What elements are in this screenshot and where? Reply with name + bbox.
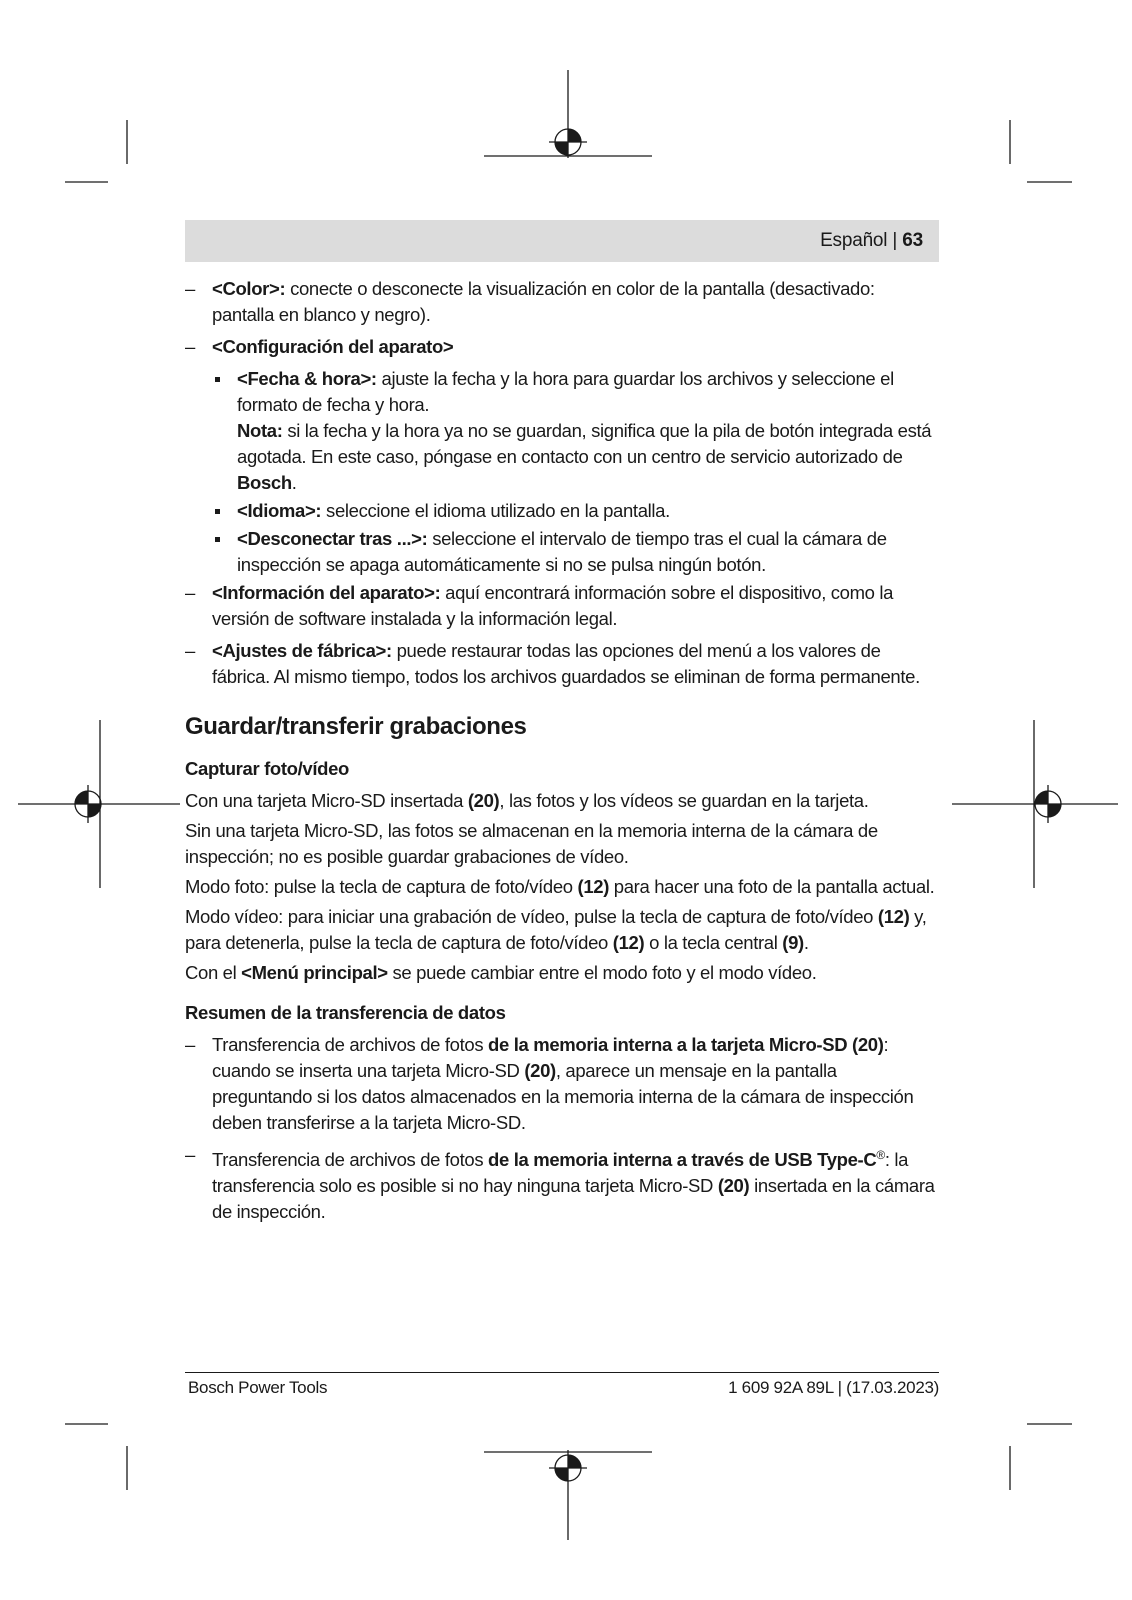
text: Con el bbox=[185, 962, 242, 983]
text: : cuando se inserta una tarjeta Micro-SD bbox=[212, 1034, 889, 1081]
section-title: Guardar/transferir grabaciones bbox=[185, 713, 527, 740]
subsection-title-resumen: Resumen de la transferencia de datos bbox=[185, 1002, 506, 1023]
ref: (12) bbox=[577, 876, 610, 897]
bold-text: de la memoria interna a la tarjeta Micro-SD (20) bbox=[488, 1034, 884, 1055]
ref: (12) bbox=[877, 906, 910, 927]
subsection-title-capturar: Capturar foto/vídeo bbox=[185, 758, 349, 779]
item-text: puede restaurar todas las opciones del menú a los valores de fábrica. Al mismo tiempo, todos los archivos guardados se eliminan de forma permanente. bbox=[212, 640, 920, 687]
sublist-item-desconectar bbox=[185, 526, 939, 578]
item-label: <Información del aparato>: bbox=[212, 582, 441, 603]
text: Con una tarjeta Micro-SD insertada bbox=[185, 790, 468, 811]
bold-text: de la memoria interna a través de USB Type-C bbox=[488, 1149, 877, 1171]
item-label: <Color>: bbox=[212, 278, 286, 299]
list-item-configuracion bbox=[185, 334, 939, 360]
item-label: <Configuración del aparato> bbox=[212, 336, 454, 357]
paragraph bbox=[185, 874, 939, 900]
text: Modo vídeo: para iniciar una grabación de vídeo, pulse la tecla de captura de foto/vídeo bbox=[185, 906, 878, 927]
footer-divider bbox=[185, 1372, 939, 1373]
list-item-transfer-usb bbox=[185, 1142, 939, 1225]
text: o la tecla central bbox=[644, 932, 783, 953]
paragraph bbox=[185, 904, 939, 956]
item-text: conecte o desconecte la visualización en color de la pantalla (desactivado: pantalla en blanco y negro). bbox=[212, 278, 875, 325]
paragraph: Sin una tarjeta Micro-SD, las fotos se almacenan en la memoria interna de la cámara de inspección; no es posible guardar grabaciones de vídeo. bbox=[185, 820, 878, 867]
registered-mark: ® bbox=[876, 1148, 885, 1162]
note bbox=[237, 418, 939, 496]
text: y, para detenerla, pulse la tecla de captura de foto/vídeo bbox=[185, 906, 927, 953]
item-text: aquí encontrará información sobre el dispositivo, como la versión de software instalada y la información legal. bbox=[212, 582, 894, 629]
text: Transferencia de archivos de fotos bbox=[212, 1034, 489, 1055]
item-label: <Idioma>: bbox=[237, 500, 322, 521]
paragraph bbox=[185, 788, 939, 814]
ref: (20) bbox=[524, 1060, 556, 1081]
text: , las fotos y los vídeos se guardan en la tarjeta. bbox=[499, 790, 869, 811]
item-label: <Fecha & hora>: bbox=[237, 368, 377, 389]
text: . bbox=[803, 932, 809, 953]
page-number: 63 bbox=[902, 230, 923, 251]
list-item-ajustes bbox=[185, 638, 939, 690]
menu-name: <Menú principal> bbox=[241, 962, 388, 983]
text: , aparece un mensaje en la pantalla preguntando si los datos almacenados en la memoria interna de la cámara de inspección deben transferirse a la tarjeta Micro-SD. bbox=[212, 1060, 914, 1133]
note-end: . bbox=[291, 472, 297, 493]
ref: (20) bbox=[717, 1175, 750, 1197]
item-text: seleccione el idioma utilizado en la pantalla. bbox=[321, 500, 670, 521]
item-text: seleccione el intervalo de tiempo tras el cual la cámara de inspección se apaga automáticamente si no se pulsa ningún botón. bbox=[237, 528, 887, 575]
list-item-color bbox=[185, 276, 939, 328]
brand-name: Bosch bbox=[237, 472, 292, 493]
ref: (12) bbox=[612, 932, 645, 953]
text: Modo foto: pulse la tecla de captura de foto/vídeo bbox=[185, 876, 578, 897]
header-language: Español bbox=[820, 230, 888, 251]
note-label: Nota: bbox=[237, 420, 283, 441]
ref: (20) bbox=[467, 790, 500, 811]
item-label: <Ajustes de fábrica>: bbox=[212, 640, 392, 661]
page-content bbox=[185, 276, 939, 1231]
text: : la transferencia solo es posible si no hay ninguna tarjeta Micro-SD bbox=[212, 1149, 909, 1197]
item-label: <Desconectar tras ...>: bbox=[237, 528, 428, 549]
text: se puede cambiar entre el modo foto y el modo vídeo. bbox=[387, 962, 817, 983]
ref: (9) bbox=[782, 932, 804, 953]
sublist-item-fecha bbox=[185, 366, 939, 496]
paragraph bbox=[185, 960, 939, 986]
note-text: si la fecha y la hora ya no se guardan, significa que la pila de botón integrada está agotada. En este caso, póngase en contacto con un centro de servicio autorizado de bbox=[237, 420, 932, 467]
item-text: ajuste la fecha y la hora para guardar los archivos y seleccione el formato de fecha y hora. bbox=[237, 368, 894, 415]
text: Transferencia de archivos de fotos bbox=[212, 1149, 489, 1171]
footer-doc-id: 1 609 92A 89L | (17.03.2023) bbox=[728, 1378, 939, 1397]
list-item-informacion bbox=[185, 580, 939, 632]
list-item-transfer-sd bbox=[185, 1032, 939, 1136]
header-separator: | bbox=[892, 230, 898, 251]
footer-brand: Bosch Power Tools bbox=[188, 1378, 328, 1397]
sublist-item-idioma bbox=[185, 498, 939, 524]
page-header bbox=[185, 220, 939, 262]
text: insertada en la cámara de inspección. bbox=[212, 1175, 935, 1223]
text: para hacer una foto de la pantalla actual. bbox=[609, 876, 935, 897]
header-text bbox=[820, 230, 923, 252]
